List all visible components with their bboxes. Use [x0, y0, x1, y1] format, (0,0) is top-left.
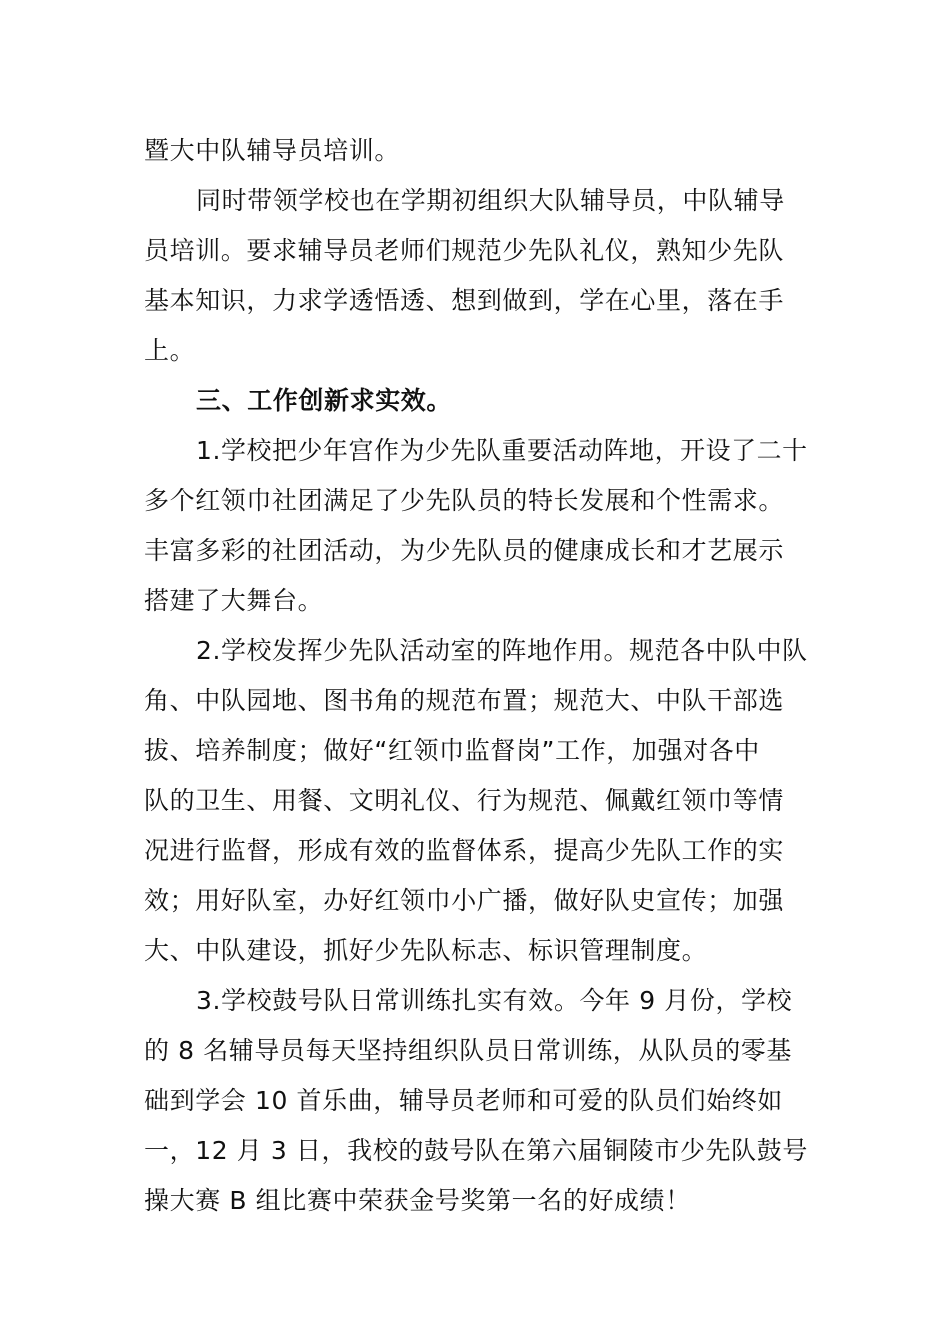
- text-line: [0, 676, 950, 726]
- line-text: 况进行监督，形成有效的监督体系，提高少先队工作的实: [144, 836, 785, 865]
- text-line: [0, 1026, 950, 1076]
- text-line: [0, 426, 950, 476]
- line-text: 3.学校鼓号队日常训练扎实有效。今年 9 月份，学校: [196, 986, 793, 1015]
- text-line: [0, 976, 950, 1026]
- text-line: [0, 276, 950, 326]
- line-text: 1.学校把少年宫作为少先队重要活动阵地，开设了二十: [196, 436, 808, 465]
- line-text: 拔、培养制度；做好“红领巾监督岗”工作，加强对各中: [144, 736, 760, 765]
- section-heading-text: 三、工作创新求实效。: [196, 386, 453, 415]
- line-text: 搭建了大舞台。: [144, 586, 324, 615]
- line-text: 队的卫生、用餐、文明礼仪、行为规范、佩戴红领巾等情: [144, 786, 785, 815]
- text-line: [0, 326, 950, 376]
- line-text: 基本知识，力求学透悟透、想到做到，学在心里，落在手: [144, 286, 785, 315]
- line-text: 效；用好队室，办好红领巾小广播，做好队史宣传；加强: [144, 886, 785, 915]
- text-line: [0, 626, 950, 676]
- line-text: 同时带领学校也在学期初组织大队辅导员，中队辅导: [196, 186, 785, 215]
- text-line: [0, 1176, 950, 1226]
- text-line: [0, 776, 950, 826]
- line-text: 一，12 月 3 日，我校的鼓号队在第六届铜陵市少先队鼓号: [144, 1136, 808, 1165]
- text-line: [0, 576, 950, 626]
- line-text: 操大赛 B 组比赛中荣获金号奖第一名的好成绩！: [144, 1186, 691, 1215]
- line-text: 上。: [144, 336, 196, 365]
- line-text: 丰富多彩的社团活动，为少先队员的健康成长和才艺展示: [144, 536, 785, 565]
- text-line: [0, 876, 950, 926]
- line-text: 础到学会 10 首乐曲，辅导员老师和可爱的队员们始终如: [144, 1086, 783, 1115]
- text-line: [0, 126, 950, 176]
- line-text: 暨大中队辅导员培训。: [144, 136, 401, 165]
- text-line: [0, 476, 950, 526]
- line-text: 角、中队园地、图书角的规范布置；规范大、中队干部选: [144, 686, 785, 715]
- section-heading: [0, 376, 950, 426]
- text-line: [0, 726, 950, 776]
- text-line: [0, 926, 950, 976]
- line-text: 2.学校发挥少先队活动室的阵地作用。规范各中队中队: [196, 636, 808, 665]
- text-line: [0, 1076, 950, 1126]
- text-line: [0, 1126, 950, 1176]
- line-text: 多个红领巾社团满足了少先队员的特长发展和个性需求。: [144, 486, 785, 515]
- line-text: 大、中队建设，抓好少先队标志、标识管理制度。: [144, 936, 708, 965]
- text-line: [0, 826, 950, 876]
- line-text: 的 8 名辅导员每天坚持组织队员日常训练，从队员的零基: [144, 1036, 793, 1065]
- text-line: [0, 226, 950, 276]
- text-line: [0, 526, 950, 576]
- line-text: 员培训。要求辅导员老师们规范少先队礼仪，熟知少先队: [144, 236, 785, 265]
- text-line: [0, 176, 950, 226]
